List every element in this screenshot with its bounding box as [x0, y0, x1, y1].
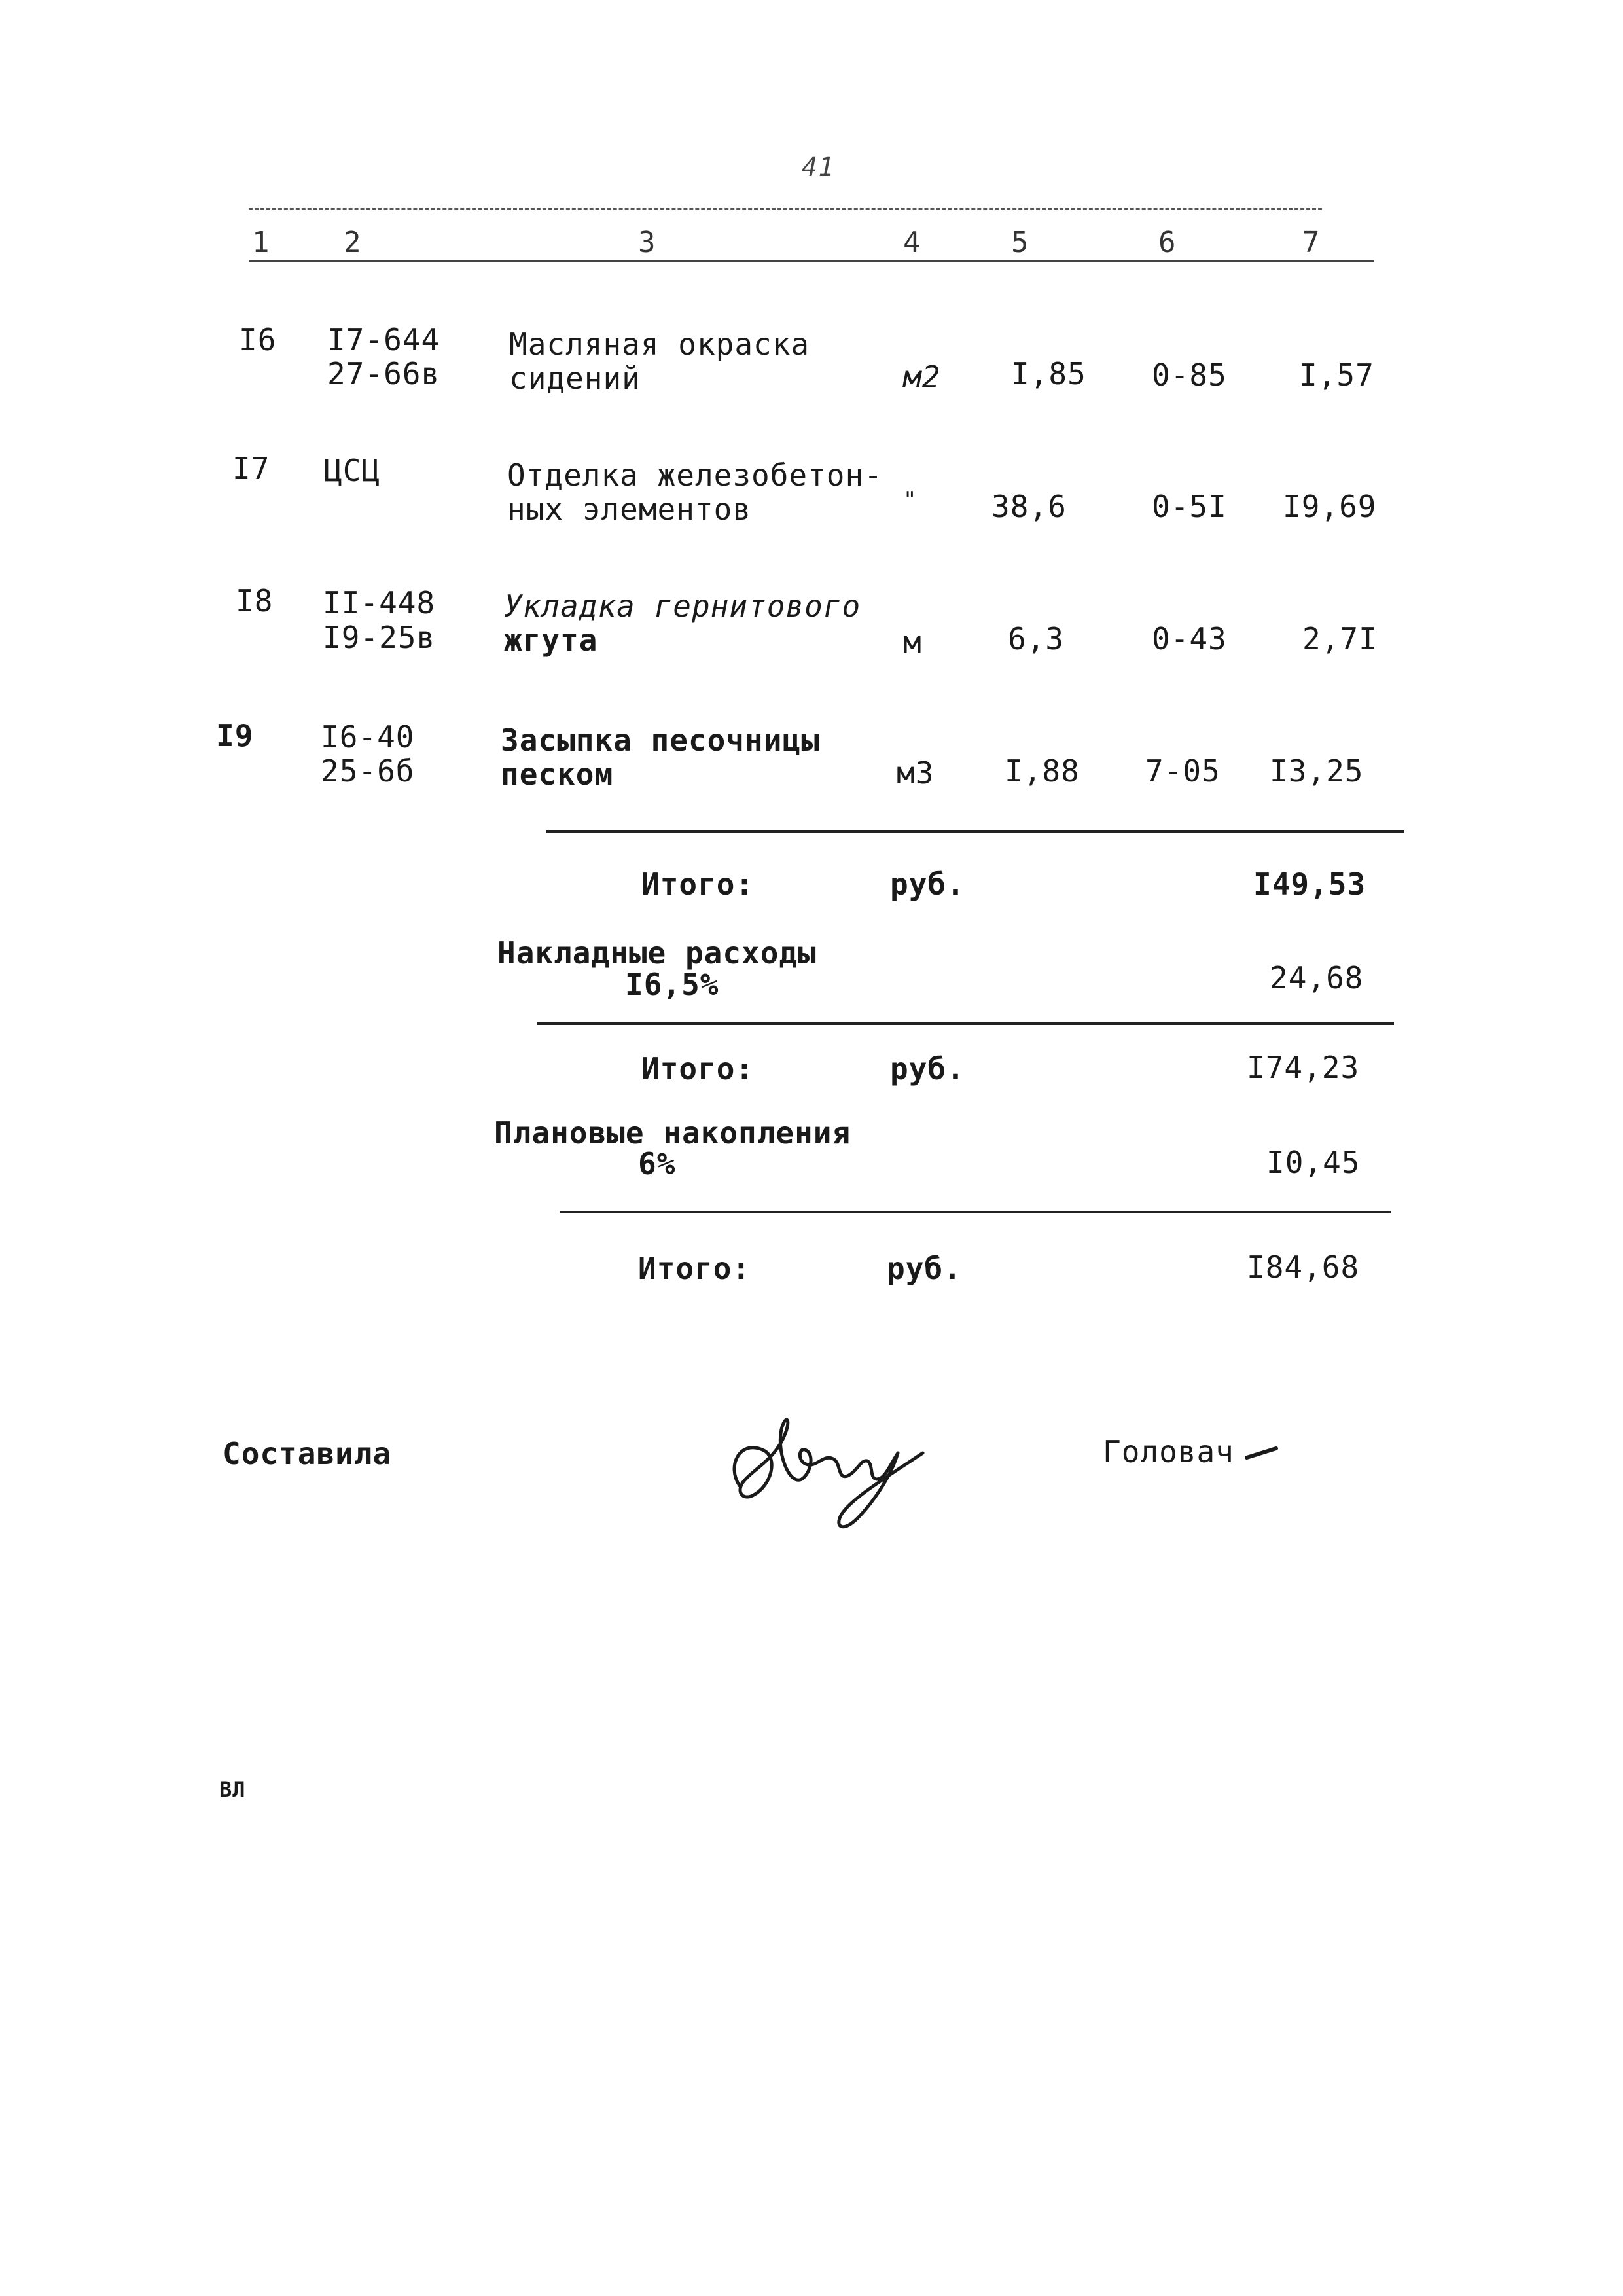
subtotal2-label: Итого:: [641, 1051, 755, 1086]
row-code: 25-6б: [321, 753, 415, 789]
row-total: I,57: [1299, 357, 1374, 393]
header-col-4: 4: [903, 226, 921, 259]
row-qty: I,88: [1005, 753, 1080, 789]
total-label: Итого:: [638, 1251, 751, 1286]
savings-rate: 6%: [638, 1146, 676, 1181]
subtotal-label: Итого:: [641, 867, 755, 902]
row-qty: I,85: [1011, 356, 1086, 391]
compiler-name: Головач: [1103, 1434, 1234, 1469]
row-name: Засыпка песочницы: [501, 723, 820, 758]
subtotal-value: I49,53: [1253, 867, 1366, 902]
typist-mark: ВЛ: [219, 1777, 246, 1802]
row-number: I6: [239, 322, 277, 357]
row-number: I8: [236, 583, 274, 619]
total-value: I84,68: [1247, 1249, 1360, 1285]
row-code: I7-644: [327, 322, 440, 357]
row-number: I9: [216, 718, 254, 753]
row-name: Отделка железобетон-: [507, 457, 883, 493]
row-name: Масляная окраска: [509, 327, 810, 362]
row-unit: м: [903, 624, 922, 660]
row-unit: м2: [903, 359, 941, 395]
page-number: 41: [802, 152, 835, 183]
row-unit: м3: [897, 755, 935, 791]
row-number: I7: [232, 451, 270, 486]
row-price: 0-43: [1152, 621, 1227, 656]
header-col-1: 1: [252, 226, 270, 259]
row-code: II-448: [323, 585, 436, 620]
subtotal2-unit: руб.: [890, 1051, 965, 1086]
row-name: ных элементов: [507, 492, 752, 527]
header-bottom-rule: [249, 260, 1374, 262]
row-unit: ": [903, 487, 918, 513]
overhead-rate: I6,5%: [625, 967, 719, 1002]
header-col-5: 5: [1011, 226, 1029, 259]
row-name: сидений: [509, 361, 641, 396]
row-price: 0-5I: [1152, 489, 1227, 524]
row-price: 0-85: [1152, 357, 1227, 393]
row-price: 7-05: [1145, 753, 1221, 789]
signature: [713, 1388, 949, 1538]
row-name: Укладка гернитового: [504, 588, 861, 624]
summary-rule-3: [560, 1211, 1391, 1213]
row-qty: 38,6: [991, 489, 1067, 524]
subtotal-unit: руб.: [890, 867, 965, 902]
overhead-label: Накладные расходы: [497, 935, 817, 971]
summary-rule-2: [537, 1022, 1394, 1025]
savings-label: Плановые накопления: [494, 1115, 851, 1151]
compiled-by-label: Составила: [223, 1436, 392, 1471]
row-code: I9-25в: [323, 620, 436, 655]
row-name: жгута: [504, 622, 598, 658]
row-total: I9,69: [1283, 489, 1377, 524]
row-total: 2,7I: [1302, 621, 1378, 656]
overhead-value: 24,68: [1270, 960, 1364, 996]
total-unit: руб.: [887, 1251, 962, 1286]
row-total: I3,25: [1270, 753, 1364, 789]
subtotal2-value: I74,23: [1247, 1050, 1360, 1085]
row-qty: 6,3: [1008, 621, 1065, 656]
row-code: ЦСЦ: [324, 453, 381, 488]
savings-value: I0,45: [1266, 1145, 1361, 1180]
dash-mark: [1243, 1443, 1283, 1463]
header-col-2: 2: [344, 226, 362, 259]
header-col-6: 6: [1158, 226, 1177, 259]
row-code: I6-40: [321, 719, 415, 755]
summary-rule-1: [546, 830, 1404, 833]
header-col-7: 7: [1302, 226, 1321, 259]
header-top-rule: [249, 208, 1322, 210]
header-col-3: 3: [638, 226, 656, 259]
row-name: песком: [501, 757, 614, 792]
row-code: 27-66в: [327, 356, 440, 391]
